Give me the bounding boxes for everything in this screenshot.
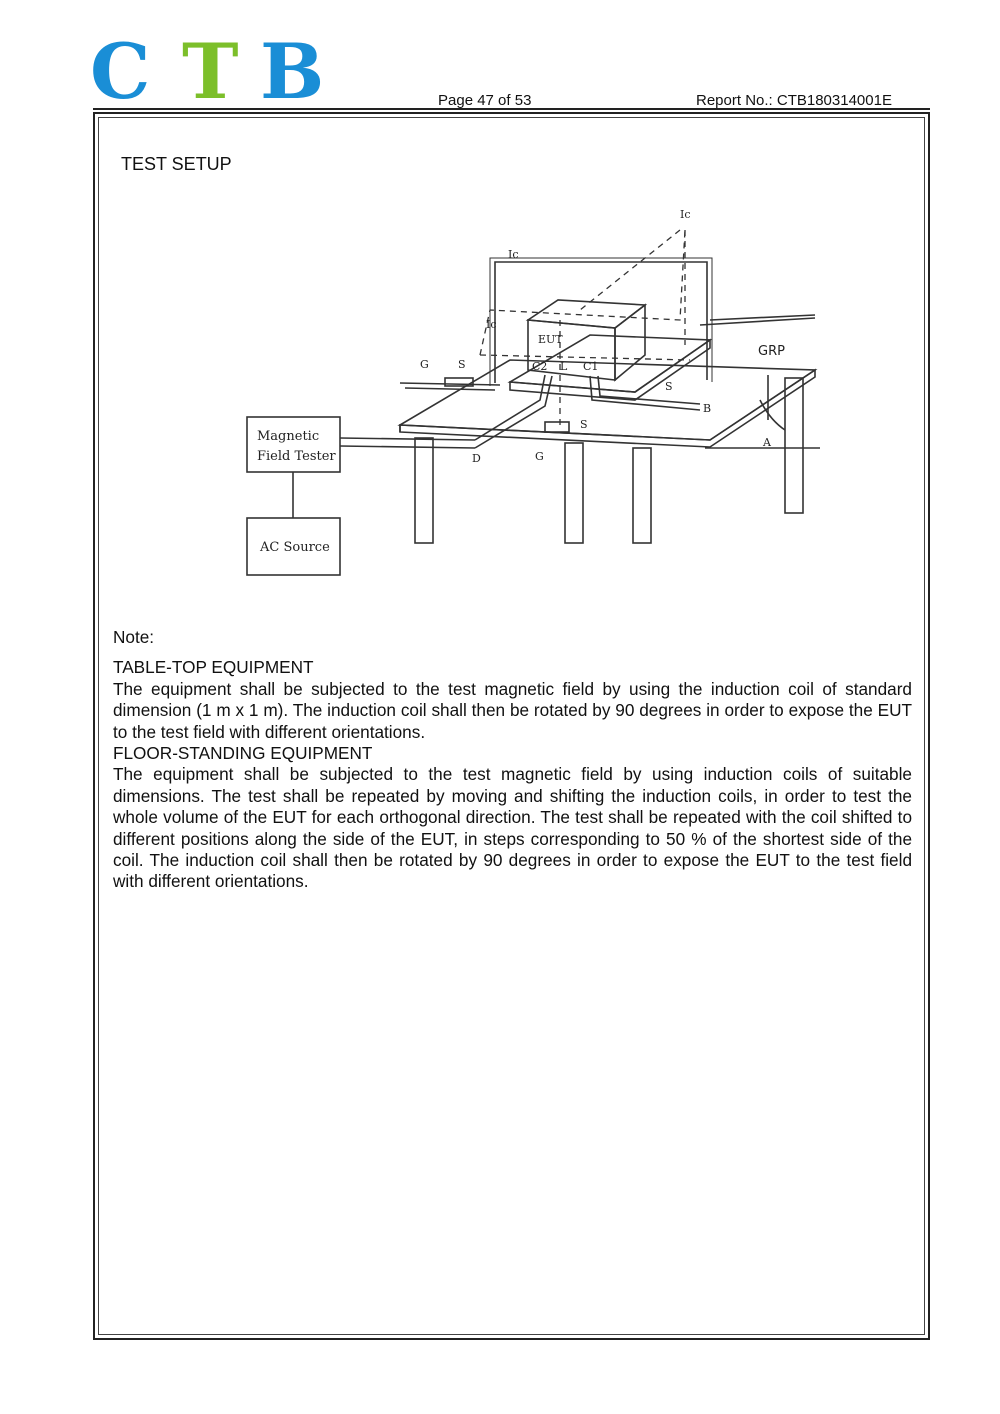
label-ic-top: Ic: [680, 208, 691, 221]
label-ic-left: Ic: [508, 248, 519, 261]
label-b: B: [703, 402, 712, 415]
header-rule: [93, 108, 930, 110]
test-setup-diagram: [240, 200, 830, 590]
label-s-left: S: [458, 358, 466, 371]
tabletop-paragraph: The equipment shall be subjected to the test magnetic field by using the induction coil of standard dimension (1 m x 1 m). The induction coil shall then be rotated by 90 degrees in order to expose the EUT to the test field with different orientations.: [113, 678, 912, 742]
label-d: D: [472, 452, 481, 465]
note-label: Note:: [113, 627, 155, 647]
page-number: Page 47 of 53: [438, 92, 532, 109]
label-grp: GRP: [758, 344, 785, 359]
notes-section: [113, 627, 912, 893]
logo-letter-b: B: [260, 38, 325, 106]
magnetic-field-tester: [247, 417, 340, 472]
floor-heading: FLOOR-STANDING EQUIPMENT: [113, 743, 373, 764]
label-g-bottom: G: [535, 450, 544, 463]
grp-table: [400, 315, 820, 543]
label-a: A: [763, 436, 771, 449]
ctb-logo: [90, 38, 340, 106]
label-l: L: [560, 360, 568, 373]
label-c1: C1: [583, 360, 599, 373]
label-c2: C2: [532, 360, 548, 373]
report-number: Report No.: CTB180314001E: [696, 92, 892, 109]
logo-letter-c: C: [90, 38, 151, 106]
label-eut: EUT: [538, 333, 563, 346]
tabletop-heading: TABLE-TOP EQUIPMENT: [113, 657, 314, 678]
floor-paragraph: The equipment shall be subjected to the test magnetic field by using induction coils of suitable dimensions. The test shall be repeated by moving and shifting the induction coils, in order to test the whole volume of the EUT for each orthogonal direction. The test shall be repeated with the coil shifted to different positions along the side of the EUT, in steps corresponding to 50 % of the shortest side of the coil. The induction coil shall then be rotated by 90 degrees in order to expose the EUT to the test field with different orientations.: [113, 764, 912, 892]
induction-coil: [490, 258, 712, 386]
ac-source-label: AC Source: [260, 540, 330, 555]
logo-letter-t: T: [182, 38, 239, 106]
tester-label-line1: Magnetic: [257, 429, 320, 444]
ac-source: [247, 518, 340, 575]
label-s-bottom: S: [580, 418, 588, 431]
label-g-left: G: [420, 358, 429, 371]
tester-label-line2: Field Tester: [257, 449, 336, 464]
section-title: TEST SETUP: [121, 154, 232, 174]
label-ic-mid: Ic: [486, 318, 497, 331]
label-s-right: S: [665, 380, 673, 393]
